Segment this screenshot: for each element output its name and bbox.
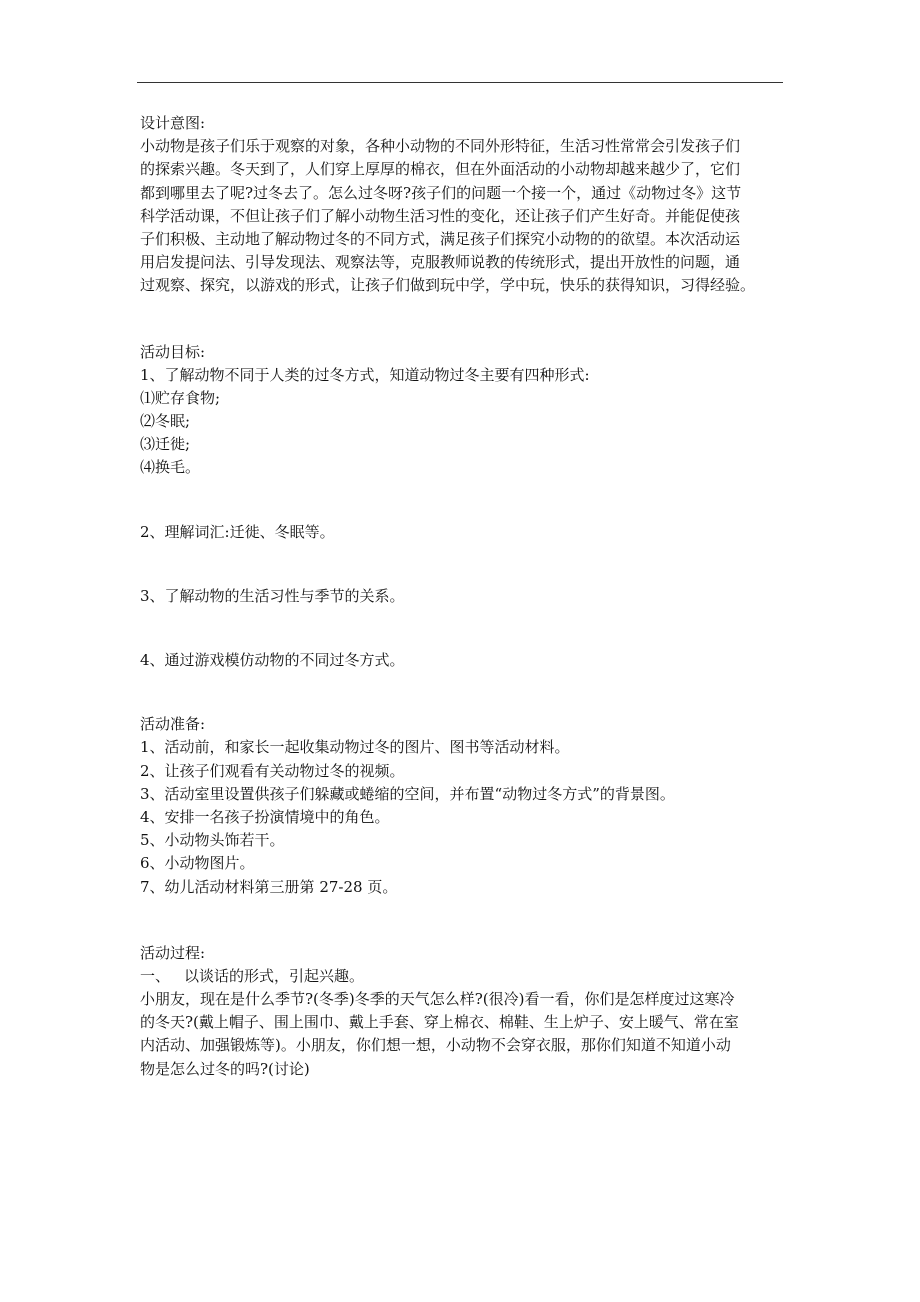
prep-item: 3、活动室里设置供孩子们躲藏或蜷缩的空间，并布置“动物过冬方式”的背景图。: [140, 784, 675, 803]
prep-item: 5、小动物头饰若干。: [140, 831, 285, 850]
document-body: [140, 112, 786, 1081]
goal-item-4: 4、通过游戏模仿动物的不同过冬方式。: [140, 651, 405, 669]
goal-form-item: ⑶迁徙;: [140, 435, 191, 454]
prep-section: [140, 713, 786, 899]
design-line: 过观察、探究，以游戏的形式，让孩子们做到玩中学，学中玩，快乐的获得知识，习得经验。: [140, 276, 756, 295]
prep-item: 4、安排一名孩子扮演情境中的角色。: [140, 807, 390, 826]
process-step-title: 以谈话的形式，引起兴趣。: [184, 966, 365, 985]
process-step-1: [140, 965, 786, 988]
goal-form-item: ⑵冬眠;: [140, 412, 191, 431]
header-rule: [137, 82, 783, 83]
goals-section: [140, 341, 786, 673]
prep-item: 2、让孩子们观看有关动物过冬的视频。: [140, 761, 405, 780]
goals-heading: 活动目标:: [140, 342, 206, 361]
process-line: 物是怎么过冬的吗?(讨论): [140, 1059, 310, 1078]
goal-item-2: 2、理解词汇:迁徙、冬眠等。: [140, 522, 335, 541]
design-section: [140, 112, 786, 298]
process-line: 小朋友，现在是什么季节?(冬季)冬季的天气怎么样?(很冷)看一看，你们是怎样度过这寒冷: [140, 990, 735, 1009]
process-line: 的冬天?(戴上帽子、围上围巾、戴上手套、穿上棉衣、棉鞋、生上炉子、安上暖气、常在室: [140, 1013, 739, 1032]
process-step-number: 一、: [140, 966, 171, 985]
goal-form-item: ⑴贮存食物;: [140, 388, 221, 407]
design-line: 都到哪里去了呢?过冬去了。怎么过冬呀?孩子们的问题一个接一个，通过《动物过冬》这节: [140, 183, 742, 202]
prep-item: 6、小动物图片。: [140, 854, 255, 873]
design-line: 的探索兴趣。冬天到了，人们穿上厚厚的棉衣，但在外面活动的小动物却越来越少了，它们: [140, 160, 741, 179]
process-heading: 活动过程:: [140, 943, 206, 962]
prep-heading: 活动准备:: [140, 715, 206, 734]
design-heading: 设计意图:: [140, 114, 206, 132]
goal-item-3: 3、了解动物的生活习性与季节的关系。: [140, 586, 405, 605]
goal-item-1: 1、了解动物不同于人类的过冬方式，知道动物过冬主要有四种形式:: [140, 365, 590, 384]
process-line: 内活动、加强锻炼等)。小朋友，你们想一想，小动物不会穿衣服，那你们知道不知道小动: [140, 1036, 731, 1055]
goal-form-item: ⑷换毛。: [140, 458, 201, 477]
design-line: 小动物是孩子们乐于观察的对象，各种小动物的不同外形特征，生活习性常常会引发孩子们: [140, 137, 741, 156]
design-line: 科学活动课，不但让孩子们了解小动物生活习性的变化，还让孩子们产生好奇。并能促使孩: [140, 206, 741, 225]
prep-item: 1、活动前，和家长一起收集动物过冬的图片、图书等活动材料。: [140, 738, 570, 757]
design-line: 用启发提问法、引导发现法、观察法等，克服教师说教的传统形式，提出开放性的问题，通: [140, 253, 741, 272]
prep-item: 7、幼儿活动材料第三册第 27-28 页。: [140, 877, 398, 896]
design-line: 子们积极、主动地了解动物过冬的不同方式，满足孩子们探究小动物的的欲望。本次活动运: [140, 229, 741, 248]
process-section: [140, 942, 786, 1081]
